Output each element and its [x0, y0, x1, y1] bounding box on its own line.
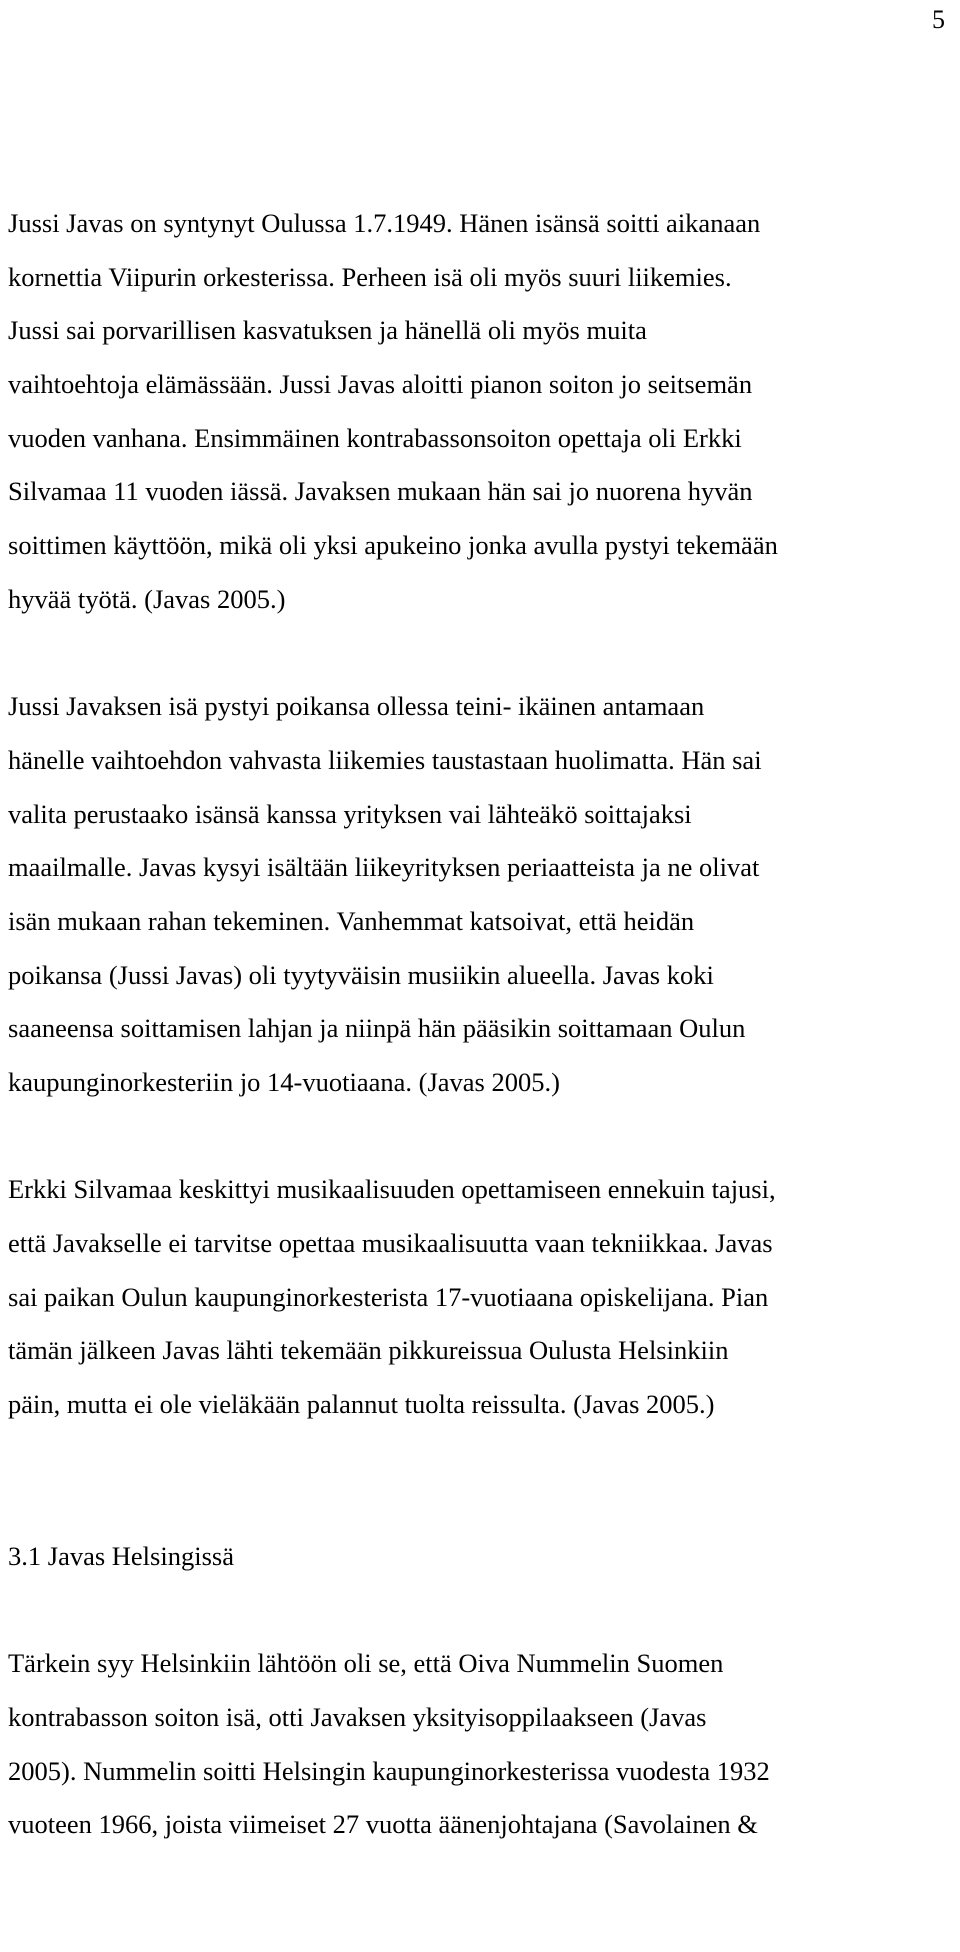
text-line: valita perustaako isänsä kanssa yrityksen vai lähteäkö soittajaksi [8, 798, 692, 829]
paragraph-spacer [8, 627, 958, 681]
text-line: saaneensa soittamisen lahjan ja niinpä hän pääsikin soittamaan Oulun [8, 1013, 746, 1044]
text-line: Erkki Silvamaa keskittyi musikaalisuuden opettamiseen ennekuin tajusi, [8, 1174, 776, 1205]
text-line: Jussi Javas on syntynyt Oulussa 1.7.1949. Hänen isänsä soitti aikanaan [8, 208, 761, 238]
text-line: poikansa (Jussi Javas) oli tyytyväisin musiikin alueella. Javas koki [8, 959, 714, 990]
text-line: hänelle vaihtoehdon vahvasta liikemies taustastaan huolimatta. Hän sai [8, 744, 762, 775]
text-line: sai paikan Oulun kaupunginorkesterista 17-vuotiaana opiskelijana. Pian [8, 1281, 769, 1312]
text-line: tämän jälkeen Javas lähti tekemään pikkureissua Oulusta Helsinkiin [8, 1335, 729, 1366]
text-line: maailmalle. Javas kysyi isältään liikeyrityksen periaatteista ja ne olivat [8, 852, 760, 883]
paragraph-spacer [8, 1584, 958, 1638]
text-line: päin, mutta ei ole vieläkään palannut tuolta reissulta. (Javas 2005.) [8, 1389, 715, 1420]
section-heading: 3.1 Javas Helsingissä [8, 1540, 234, 1571]
section-spacer [8, 1432, 958, 1530]
text-line: isän mukaan rahan tekeminen. Vanhemmat katsoivat, että heidän [8, 905, 695, 936]
text-line: kaupunginorkesteriin jo 14-vuotiaana. (Javas 2005.) [8, 1067, 560, 1097]
text-line: vuoden vanhana. Ensimmäinen kontrabassonsoiton opettaja oli Erkki [8, 422, 742, 453]
text-line: 2005). Nummelin soitti Helsingin kaupunginorkesterissa vuodesta 1932 [8, 1755, 770, 1786]
text-line: Jussi Javaksen isä pystyi poikansa ollessa teini- ikäinen antamaan [8, 691, 705, 722]
text-line: että Javakselle ei tarvitse opettaa musikaalisuutta vaan tekniikkaa. Javas [8, 1228, 773, 1259]
text-line: soittimen käyttöön, mikä oli yksi apukeino jonka avulla pystyi tekemään [8, 530, 778, 561]
paragraph-1 [8, 197, 958, 627]
document-body [8, 197, 958, 1852]
text-line: vaihtoehtoja elämässään. Jussi Javas aloitti pianon soiton jo seitsemän [8, 369, 753, 400]
text-line: Silvamaa 11 vuoden iässä. Javaksen mukaan hän sai jo nuorena hyvän [8, 476, 753, 507]
text-line: Tärkein syy Helsinkiin lähtöön oli se, että Oiva Nummelin Suomen [8, 1648, 724, 1679]
paragraph-2 [8, 680, 958, 1110]
text-line: kontrabasson soiton isä, otti Javaksen yksityisoppilaakseen (Javas [8, 1701, 707, 1732]
paragraph-4 [8, 1637, 958, 1852]
text-line: Jussi sai porvarillisen kasvatuksen ja hänellä oli myös muita [8, 315, 647, 346]
paragraph-spacer [8, 1110, 958, 1164]
text-line: hyvää työtä. (Javas 2005.) [8, 583, 286, 614]
text-line: kornettia Viipurin orkesterissa. Perheen isä oli myös suuri liikemies. [8, 261, 732, 292]
page-number: 5 [932, 5, 945, 34]
text-line: vuoteen 1966, joista viimeiset 27 vuotta äänenjohtajana (Savolainen & [8, 1809, 758, 1840]
paragraph-3 [8, 1163, 958, 1431]
